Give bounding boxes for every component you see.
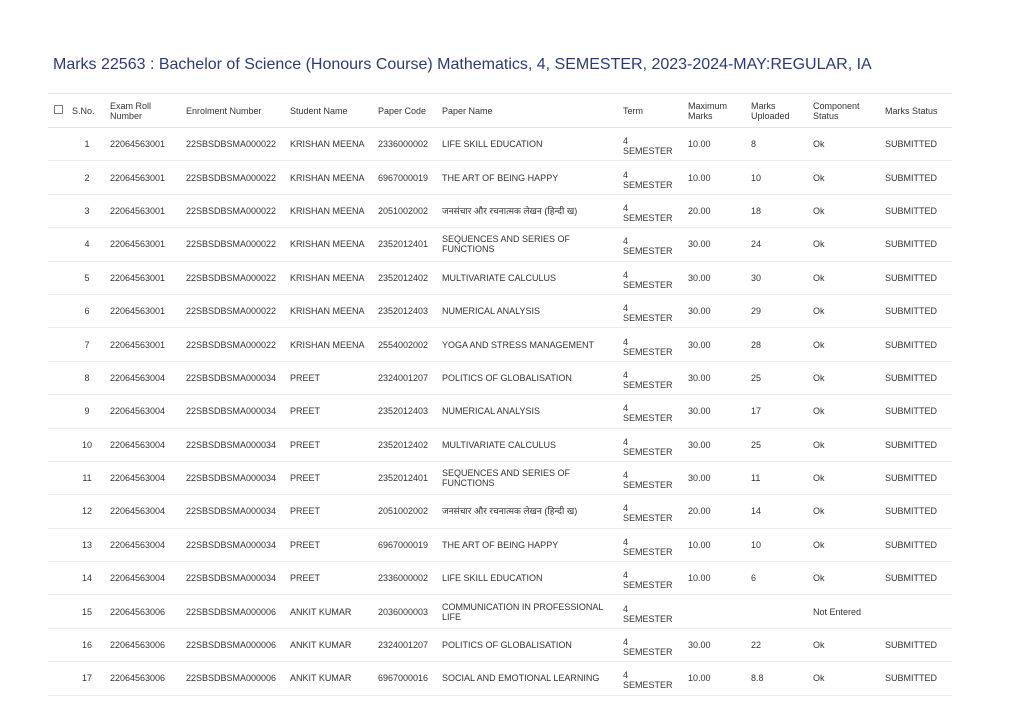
row-term-text: SEMESTER xyxy=(623,580,673,591)
row-paper-code: 2352012402 xyxy=(378,439,429,450)
row-exam-roll-number: 22064563006 xyxy=(110,606,166,617)
row-term-text: SEMESTER xyxy=(623,446,673,457)
row-marks-uploaded: 17 xyxy=(751,406,762,417)
row-term-text: SEMESTER xyxy=(623,613,673,624)
row-sno: 11 xyxy=(82,473,92,484)
row-marks-uploaded: 18 xyxy=(751,205,762,216)
row-exam-roll-number: 22064563001 xyxy=(110,339,166,350)
row-paper-name: MULTIVARIATE CALCULUS xyxy=(442,439,557,450)
table-row xyxy=(48,328,952,361)
header-exam-roll-number: Exam Roll Number xyxy=(110,100,152,121)
row-component-status: Ok xyxy=(813,205,825,216)
row-term-number: 4 xyxy=(623,336,629,347)
row-paper-code: 6967000019 xyxy=(378,539,429,550)
header-enrolment-number: Enrolment Number xyxy=(186,105,262,116)
row-term-number: 4 xyxy=(623,303,629,314)
table-row xyxy=(48,128,952,161)
row-marks-status: SUBMITTED xyxy=(885,306,938,317)
row-marks-uploaded: 24 xyxy=(751,239,762,250)
header-marks-uploaded: Marks Uploaded xyxy=(751,100,790,121)
row-term-text: SEMESTER xyxy=(623,413,673,424)
header-paper-code: Paper Code xyxy=(378,105,427,116)
row-sno: 15 xyxy=(81,606,92,617)
row-marks-uploaded: 11 xyxy=(751,473,761,484)
row-maximum-marks: 30.00 xyxy=(688,239,711,250)
row-enrolment-number: 22SBSDBSMA000022 xyxy=(186,306,277,317)
row-component-status: Ok xyxy=(813,640,825,651)
row-student-name: PREET xyxy=(290,473,321,484)
row-marks-status: SUBMITTED xyxy=(885,339,938,350)
row-enrolment-number: 22SBSDBSMA000022 xyxy=(186,272,277,283)
row-marks-status: SUBMITTED xyxy=(885,439,938,450)
row-exam-roll-number: 22064563001 xyxy=(110,306,166,317)
select-all-checkbox[interactable] xyxy=(48,94,68,128)
row-exam-roll-number: 22064563006 xyxy=(110,640,166,651)
row-sno: 8 xyxy=(84,372,90,383)
row-term-text: SEMESTER xyxy=(623,379,673,390)
row-paper-name: COMMUNICATION IN PROFESSIONAL LIFE xyxy=(442,601,604,622)
row-exam-roll-number: 22064563004 xyxy=(110,573,166,584)
row-term-number: 4 xyxy=(623,403,629,414)
row-paper-code: 2036000003 xyxy=(378,606,429,617)
row-student-name: KRISHAN MEENA xyxy=(290,239,365,250)
row-component-status: Ok xyxy=(813,473,825,484)
row-term-number: 4 xyxy=(623,136,629,147)
table-row xyxy=(48,161,952,194)
row-enrolment-number: 22SBSDBSMA000006 xyxy=(186,640,277,651)
row-term xyxy=(619,562,684,595)
row-enrolment-number: 22SBSDBSMA000022 xyxy=(186,339,277,350)
row-maximum-marks: 10.00 xyxy=(688,139,711,150)
row-maximum-marks: 30.00 xyxy=(688,406,711,417)
table-row xyxy=(48,662,952,695)
row-term-text: SEMESTER xyxy=(623,680,673,691)
row-marks-status: SUBMITTED xyxy=(885,239,938,250)
row-term xyxy=(619,128,684,161)
row-term-text: SEMESTER xyxy=(623,480,673,491)
row-maximum-marks: 20.00 xyxy=(688,205,711,216)
row-marks-status: SUBMITTED xyxy=(885,539,938,550)
table-row xyxy=(48,528,952,561)
row-select-cell xyxy=(48,128,68,161)
table-row xyxy=(48,395,952,428)
table-row xyxy=(48,495,952,528)
row-student-name: PREET xyxy=(290,539,321,550)
row-maximum-marks: 30.00 xyxy=(688,306,711,317)
row-maximum-marks: 20.00 xyxy=(688,506,711,517)
checkbox-icon[interactable] xyxy=(54,105,63,114)
row-select-cell xyxy=(48,328,68,361)
row-paper-name: POLITICS OF GLOBALISATION xyxy=(442,640,572,651)
row-sno: 10 xyxy=(81,439,92,450)
row-exam-roll-number: 22064563004 xyxy=(110,372,166,383)
row-select-cell xyxy=(48,395,68,428)
row-enrolment-number: 22SBSDBSMA000022 xyxy=(186,239,277,250)
row-student-name: KRISHAN MEENA xyxy=(290,272,365,283)
row-sno: 7 xyxy=(84,339,90,350)
row-term-number: 4 xyxy=(623,536,629,547)
row-term xyxy=(619,194,684,227)
header-component-status: Component Status xyxy=(813,100,860,121)
row-marks-status: SUBMITTED xyxy=(885,372,938,383)
row-select-cell xyxy=(48,294,68,327)
row-term-number: 4 xyxy=(623,603,629,614)
row-student-name: KRISHAN MEENA xyxy=(290,205,365,216)
row-term xyxy=(619,495,684,528)
row-enrolment-number: 22SBSDBSMA000006 xyxy=(186,606,277,617)
row-term-number: 4 xyxy=(623,503,629,514)
row-marks-uploaded: 10 xyxy=(751,539,762,550)
row-enrolment-number: 22SBSDBSMA000006 xyxy=(186,673,277,684)
header-marks-status: Marks Status xyxy=(885,105,938,116)
row-enrolment-number: 22SBSDBSMA000022 xyxy=(186,172,277,183)
row-enrolment-number: 22SBSDBSMA000022 xyxy=(186,139,277,150)
row-student-name: PREET xyxy=(290,506,321,517)
row-marks-uploaded: 8.8 xyxy=(751,673,764,684)
row-term-text: SEMESTER xyxy=(623,513,673,524)
row-marks-status: SUBMITTED xyxy=(885,673,938,684)
row-term-text: SEMESTER xyxy=(623,212,673,223)
row-sno: 9 xyxy=(84,406,90,417)
row-paper-name: जनसंचार और रचनात्मक लेखन (हिन्दी ख) xyxy=(442,506,578,517)
row-paper-name: NUMERICAL ANALYSIS xyxy=(442,406,541,417)
row-component-status: Ok xyxy=(813,172,825,183)
row-marks-status: SUBMITTED xyxy=(885,272,938,283)
row-term xyxy=(619,595,684,628)
header-term: Term xyxy=(623,105,643,116)
row-paper-name: YOGA AND STRESS MANAGEMENT xyxy=(442,339,595,350)
row-term xyxy=(619,228,684,261)
table-row xyxy=(48,628,952,661)
row-student-name: PREET xyxy=(290,573,321,584)
row-paper-name: SEQUENCES AND SERIES OF FUNCTIONS xyxy=(442,234,571,255)
row-select-cell xyxy=(48,461,68,494)
row-component-status: Not Entered xyxy=(813,606,862,617)
row-paper-name: THE ART OF BEING HAPPY xyxy=(442,539,559,550)
row-exam-roll-number: 22064563004 xyxy=(110,506,166,517)
row-enrolment-number: 22SBSDBSMA000022 xyxy=(186,205,277,216)
row-sno: 5 xyxy=(84,272,90,283)
row-student-name: PREET xyxy=(290,372,321,383)
row-sno: 2 xyxy=(84,172,90,183)
row-marks-uploaded: 29 xyxy=(751,306,762,317)
row-component-status: Ok xyxy=(813,506,825,517)
row-paper-name: NUMERICAL ANALYSIS xyxy=(442,306,541,317)
row-exam-roll-number: 22064563004 xyxy=(110,539,166,550)
row-paper-code: 2051002002 xyxy=(378,506,429,517)
row-paper-code: 2352012401 xyxy=(378,239,429,250)
row-select-cell xyxy=(48,194,68,227)
row-student-name: ANKIT KUMAR xyxy=(290,673,352,684)
row-term xyxy=(619,294,684,327)
row-enrolment-number: 22SBSDBSMA000034 xyxy=(186,439,277,450)
row-paper-code: 2352012403 xyxy=(378,306,429,317)
page-title: Marks 22563 : Bachelor of Science (Honours Course) Mathematics, 4, SEMESTER, 2023-2024-MAY:REGULAR, IA xyxy=(53,56,872,73)
row-paper-code: 2324001207 xyxy=(378,640,429,651)
row-component-status: Ok xyxy=(813,339,825,350)
row-term-text: SEMESTER xyxy=(623,279,673,290)
row-sno: 16 xyxy=(81,640,92,651)
row-marks-uploaded: 10 xyxy=(751,172,762,183)
row-term-number: 4 xyxy=(623,436,629,447)
row-component-status: Ok xyxy=(813,272,825,283)
row-select-cell xyxy=(48,628,68,661)
row-component-status: Ok xyxy=(813,306,825,317)
row-term xyxy=(619,528,684,561)
row-paper-code: 2336000002 xyxy=(378,573,429,584)
row-select-cell xyxy=(48,361,68,394)
row-enrolment-number: 22SBSDBSMA000034 xyxy=(186,372,277,383)
table-row xyxy=(48,294,952,327)
row-select-cell xyxy=(48,562,68,595)
row-paper-code: 6967000019 xyxy=(378,172,429,183)
row-exam-roll-number: 22064563001 xyxy=(110,239,166,250)
row-enrolment-number: 22SBSDBSMA000034 xyxy=(186,406,277,417)
table-row xyxy=(48,562,952,595)
row-exam-roll-number: 22064563001 xyxy=(110,172,166,183)
row-paper-name: THE ART OF BEING HAPPY xyxy=(442,172,559,183)
row-marks-uploaded: 6 xyxy=(751,573,757,584)
row-term xyxy=(619,628,684,661)
row-maximum-marks: 30.00 xyxy=(688,372,711,383)
marks-table xyxy=(48,93,952,696)
row-marks-status: SUBMITTED xyxy=(885,573,938,584)
row-select-cell xyxy=(48,261,68,294)
header-paper-name: Paper Name xyxy=(442,105,493,116)
row-paper-code: 2554002002 xyxy=(378,339,429,350)
row-term-number: 4 xyxy=(623,369,629,380)
row-term-text: SEMESTER xyxy=(623,647,673,658)
row-paper-name: जनसंचार और रचनात्मक लेखन (हिन्दी ख) xyxy=(442,205,578,216)
row-term-text: SEMESTER xyxy=(623,313,673,324)
row-maximum-marks: 10.00 xyxy=(688,673,711,684)
row-exam-roll-number: 22064563001 xyxy=(110,139,166,150)
row-marks-uploaded: 25 xyxy=(751,372,762,383)
row-maximum-marks: 10.00 xyxy=(688,172,711,183)
row-marks-uploaded: 14 xyxy=(751,506,762,517)
row-exam-roll-number: 22064563004 xyxy=(110,439,166,450)
row-exam-roll-number: 22064563006 xyxy=(110,673,166,684)
row-sno: 3 xyxy=(84,205,90,216)
row-term-text: SEMESTER xyxy=(623,146,673,157)
row-exam-roll-number: 22064563001 xyxy=(110,205,166,216)
table-row xyxy=(48,194,952,227)
row-enrolment-number: 22SBSDBSMA000034 xyxy=(186,506,277,517)
row-term-text: SEMESTER xyxy=(623,179,673,190)
header-student-name: Student Name xyxy=(290,105,348,116)
table-row xyxy=(48,361,952,394)
row-marks-status: SUBMITTED xyxy=(885,406,938,417)
row-marks-status: SUBMITTED xyxy=(885,139,938,150)
row-sno: 12 xyxy=(81,506,92,517)
row-marks-status xyxy=(881,595,952,628)
table-row xyxy=(48,428,952,461)
row-maximum-marks: 10.00 xyxy=(688,573,711,584)
row-component-status: Ok xyxy=(813,573,825,584)
row-sno: 17 xyxy=(81,673,92,684)
row-term xyxy=(619,461,684,494)
row-sno: 14 xyxy=(81,573,92,584)
row-marks-status: SUBMITTED xyxy=(885,640,938,651)
row-paper-code: 2352012402 xyxy=(378,272,429,283)
row-marks-status: SUBMITTED xyxy=(885,473,938,484)
table-row xyxy=(48,461,952,494)
row-paper-code: 2352012401 xyxy=(378,473,429,484)
row-student-name: ANKIT KUMAR xyxy=(290,640,352,651)
row-paper-code: 6967000016 xyxy=(378,673,429,684)
row-student-name: ANKIT KUMAR xyxy=(290,606,352,617)
row-paper-name: MULTIVARIATE CALCULUS xyxy=(442,272,557,283)
row-marks-uploaded: 8 xyxy=(751,139,757,150)
row-select-cell xyxy=(48,595,68,628)
row-exam-roll-number: 22064563004 xyxy=(110,406,166,417)
table-row xyxy=(48,228,952,261)
row-term xyxy=(619,361,684,394)
row-student-name: PREET xyxy=(290,406,321,417)
row-exam-roll-number: 22064563001 xyxy=(110,272,166,283)
row-component-status: Ok xyxy=(813,239,825,250)
row-maximum-marks: 30.00 xyxy=(688,473,711,484)
row-component-status: Ok xyxy=(813,406,825,417)
row-paper-code: 2051002002 xyxy=(378,205,429,216)
row-paper-name: SOCIAL AND EMOTIONAL LEARNING xyxy=(442,673,600,684)
row-select-cell xyxy=(48,662,68,695)
row-select-cell xyxy=(48,161,68,194)
row-term-number: 4 xyxy=(623,269,629,280)
row-term xyxy=(619,395,684,428)
row-enrolment-number: 22SBSDBSMA000034 xyxy=(186,539,277,550)
row-term-text: SEMESTER xyxy=(623,546,673,557)
row-marks-status: SUBMITTED xyxy=(885,205,938,216)
row-term-number: 4 xyxy=(623,670,629,681)
row-component-status: Ok xyxy=(813,439,825,450)
row-maximum-marks: 30.00 xyxy=(688,272,711,283)
row-maximum-marks xyxy=(684,595,747,628)
row-component-status: Ok xyxy=(813,372,825,383)
row-component-status: Ok xyxy=(813,539,825,550)
row-marks-uploaded: 25 xyxy=(751,439,762,450)
row-term-text: SEMESTER xyxy=(623,246,673,257)
row-select-cell xyxy=(48,228,68,261)
row-student-name: PREET xyxy=(290,439,321,450)
row-paper-code: 2324001207 xyxy=(378,372,429,383)
row-term-number: 4 xyxy=(623,169,629,180)
table-header-row xyxy=(48,94,952,128)
table-row xyxy=(48,261,952,294)
row-term xyxy=(619,328,684,361)
row-maximum-marks: 30.00 xyxy=(688,640,711,651)
row-term-number: 4 xyxy=(623,470,629,481)
row-select-cell xyxy=(48,495,68,528)
row-term-text: SEMESTER xyxy=(623,346,673,357)
row-marks-status: SUBMITTED xyxy=(885,172,938,183)
row-enrolment-number: 22SBSDBSMA000034 xyxy=(186,573,277,584)
row-term-number: 4 xyxy=(623,570,629,581)
row-paper-name: POLITICS OF GLOBALISATION xyxy=(442,372,572,383)
row-student-name: KRISHAN MEENA xyxy=(290,306,365,317)
marks-table-container xyxy=(48,93,952,691)
row-student-name: KRISHAN MEENA xyxy=(290,339,365,350)
header-sno: S.No. xyxy=(72,105,95,116)
row-term-number: 4 xyxy=(623,637,629,648)
row-paper-name: LIFE SKILL EDUCATION xyxy=(442,573,543,584)
row-select-cell xyxy=(48,528,68,561)
row-student-name: KRISHAN MEENA xyxy=(290,172,365,183)
row-sno: 6 xyxy=(84,306,90,317)
row-student-name: KRISHAN MEENA xyxy=(290,139,365,150)
row-marks-uploaded: 22 xyxy=(751,640,762,651)
row-sno: 13 xyxy=(81,539,92,550)
row-term-number: 4 xyxy=(623,202,629,213)
row-component-status: Ok xyxy=(813,673,825,684)
row-maximum-marks: 30.00 xyxy=(688,439,711,450)
row-term xyxy=(619,161,684,194)
row-paper-code: 2352012403 xyxy=(378,406,429,417)
row-sno: 4 xyxy=(84,239,90,250)
row-term-number: 4 xyxy=(623,236,629,247)
row-component-status: Ok xyxy=(813,139,825,150)
row-select-cell xyxy=(48,428,68,461)
row-maximum-marks: 30.00 xyxy=(688,339,711,350)
row-term xyxy=(619,662,684,695)
row-term xyxy=(619,428,684,461)
row-marks-uploaded xyxy=(747,595,809,628)
row-marks-uploaded: 28 xyxy=(751,339,762,350)
row-enrolment-number: 22SBSDBSMA000034 xyxy=(186,473,277,484)
row-exam-roll-number: 22064563004 xyxy=(110,473,166,484)
row-sno: 1 xyxy=(84,139,90,150)
row-marks-uploaded: 30 xyxy=(751,272,762,283)
header-maximum-marks: Maximum Marks xyxy=(688,100,728,121)
row-paper-name: LIFE SKILL EDUCATION xyxy=(442,139,543,150)
row-paper-code: 2336000002 xyxy=(378,139,429,150)
row-term xyxy=(619,261,684,294)
table-row xyxy=(48,595,952,628)
row-marks-status: SUBMITTED xyxy=(885,506,938,517)
row-maximum-marks: 10.00 xyxy=(688,539,711,550)
row-paper-name: SEQUENCES AND SERIES OF FUNCTIONS xyxy=(442,468,571,489)
